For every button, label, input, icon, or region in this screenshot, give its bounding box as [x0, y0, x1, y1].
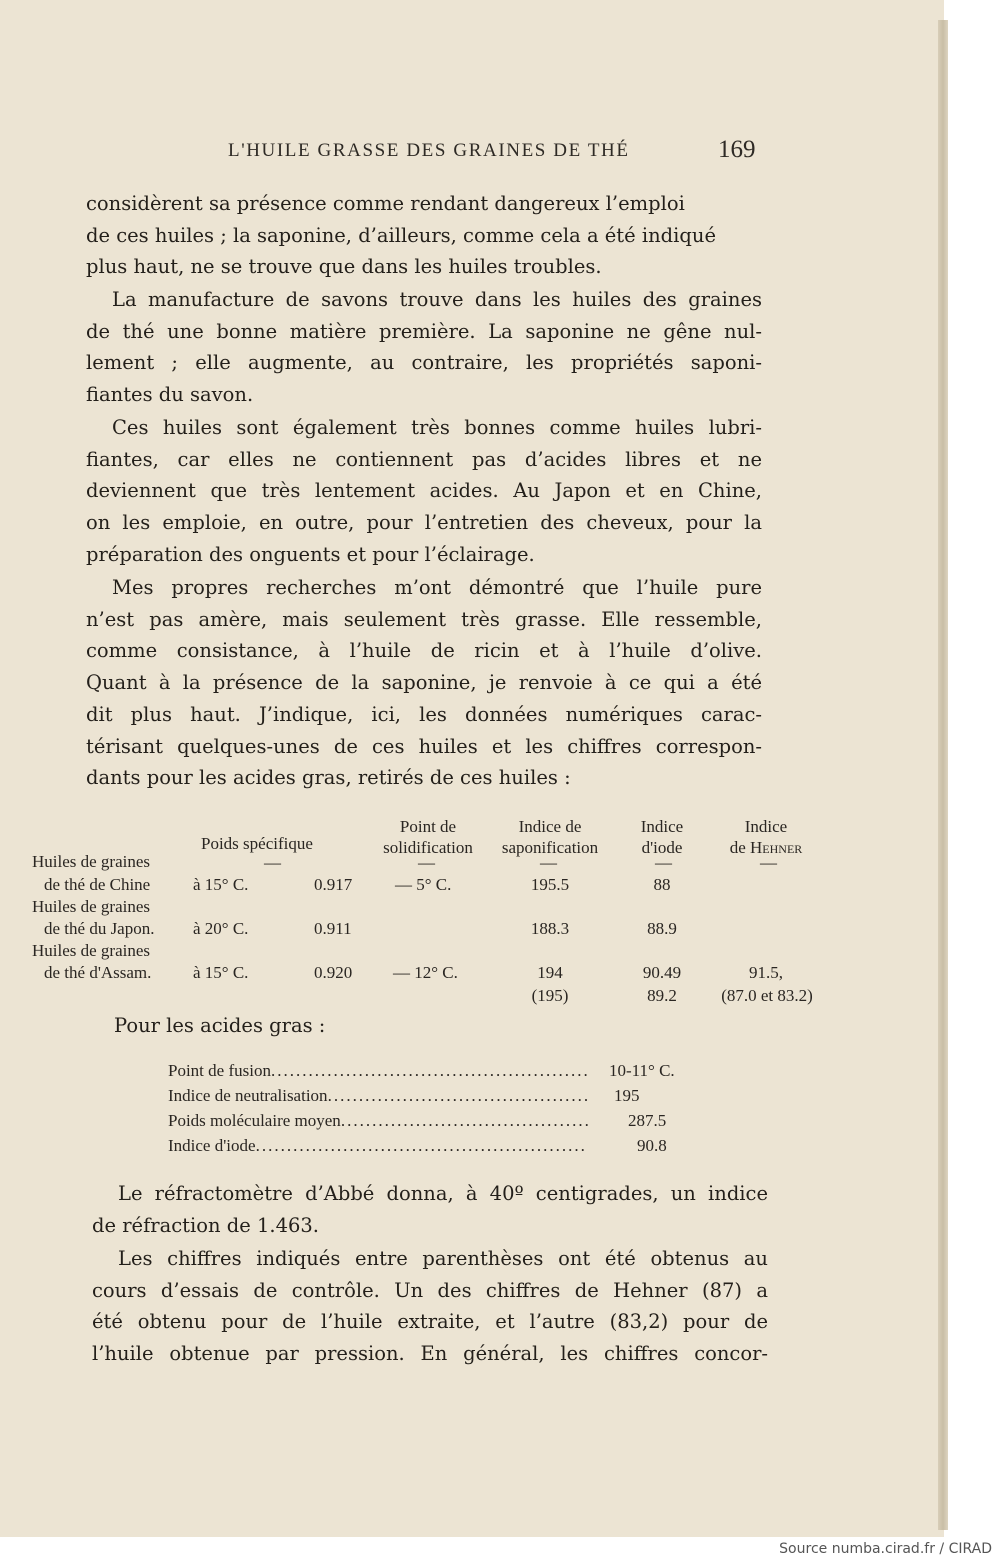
text-line: été obtenu pour de l’huile extraite, et l’autre (83,2) pour de — [92, 1310, 768, 1334]
text-line: l’huile obtenue par pression. En général, les chiffres concor- — [92, 1342, 768, 1366]
text-line: cours d’essais de contrôle. Un des chiffres de Hehner (87) a — [92, 1278, 768, 1302]
text-line: fiantes, car elles ne contiennent pas d’acides libres et ne — [86, 447, 762, 471]
header-line: Indice — [744, 817, 788, 836]
text-line: n’est pas amère, mais seulement très grasse. Elle ressemble, — [86, 607, 762, 631]
cell-solidification: — 5° C. — [395, 875, 452, 894]
header-saponification — [488, 816, 612, 858]
header-iodine — [626, 816, 698, 858]
list-item — [168, 1136, 588, 1156]
paragraph-3 — [86, 412, 762, 571]
header-line: saponification — [501, 838, 599, 857]
text-line: comme consistance, à l’huile de ricin et à l’huile d’olive. — [86, 639, 762, 663]
text-line: plus haut, ne se trouve que dans les huiles troubles. — [86, 255, 602, 279]
text-line: dants pour les acides gras, retirés de ces huiles : — [86, 766, 571, 790]
paragraph-1 — [86, 188, 762, 283]
text-line: lement ; elle augmente, au contraire, les propriétés saponi- — [86, 351, 762, 375]
text-line: La manufacture de savons trouve dans les huiles des graines — [112, 288, 762, 311]
cell-temp: à 15° C. — [193, 875, 249, 894]
page-edge — [938, 20, 948, 1530]
cell-hehner-control: (87.0 et 83.2) — [721, 986, 813, 1005]
leader-dots — [256, 1136, 588, 1156]
cell-temp: à 15° C. — [193, 963, 249, 982]
text-line: Quant à la présence de la saponine, je renvoie à ce qui a été — [86, 671, 762, 695]
row-label-line: de thé de Chine — [44, 875, 151, 894]
source-credit: Source numba.cirad.fr / CIRAD — [779, 1541, 992, 1557]
list-item — [168, 1061, 588, 1081]
text-line: Le réfractomètre d’Abbé donna, à 40º centigrades, un indice — [118, 1182, 768, 1205]
header-part: de — [729, 838, 750, 857]
leader-dots — [341, 1111, 588, 1131]
header-specific-gravity: Poids spécifique — [201, 834, 313, 853]
cell-iodine: 88.9 — [647, 919, 677, 938]
text-line: préparation des onguents et pour l’éclairage. — [86, 542, 535, 566]
item-value: 287.5 — [628, 1111, 667, 1130]
item-value: 195 — [614, 1086, 640, 1105]
cell-iodine: 88 — [653, 875, 671, 894]
text-line: dit plus haut. J’indique, ici, les données numériques carac- — [86, 702, 762, 726]
paragraph-6 — [92, 1243, 768, 1370]
paragraph-5 — [92, 1178, 768, 1241]
column-dash: — — [760, 853, 777, 872]
leader-dots — [271, 1061, 588, 1081]
row-label-line: Huiles de graines — [32, 897, 151, 916]
cell-gravity: 0.920 — [314, 963, 353, 982]
item-name: Indice de neutralisation — [168, 1086, 328, 1105]
row-label-line: Huiles de graines — [32, 941, 151, 960]
column-dash: — — [418, 853, 435, 872]
cell-saponification: 194 — [537, 963, 563, 982]
text-line: Ces huiles sont également très bonnes comme huiles lubri- — [112, 416, 762, 439]
header-line: solidification — [383, 838, 473, 857]
row-label-line: Huiles de graines — [32, 852, 151, 871]
row-label-line: de thé d'Assam. — [44, 963, 152, 982]
header-line: d'iode — [641, 838, 683, 857]
header-solidification — [372, 816, 484, 858]
cell-solidification: — 12° C. — [393, 963, 458, 982]
cell-saponification: 188.3 — [530, 919, 570, 938]
text-line: considèrent sa présence comme rendant dangereux l’emploi — [86, 192, 685, 215]
item-name: Point de fusion — [168, 1061, 271, 1080]
text-line: de thé une bonne matière première. La saponine ne gêne nul- — [86, 319, 762, 343]
header-hehner — [712, 816, 820, 858]
column-dash: — — [264, 853, 281, 872]
cell-hehner: 91.5, — [749, 963, 783, 982]
text-line: Mes propres recherches m’ont démontré que l’huile pure — [112, 576, 762, 599]
paragraph-4 — [86, 572, 762, 794]
header-line: Indice — [640, 817, 684, 836]
author-name: Hehner — [750, 838, 803, 857]
page-number: 169 — [718, 136, 756, 163]
leader-dots — [328, 1086, 588, 1106]
paragraph-2 — [86, 284, 762, 411]
text-line: on les emploie, en outre, pour l’entretien des cheveux, pour la — [86, 511, 762, 535]
header-line: Indice de — [518, 817, 582, 836]
text-line: de réfraction de 1.463. — [92, 1213, 319, 1237]
cell-saponification: 195.5 — [530, 875, 570, 894]
list-item — [168, 1111, 588, 1131]
cell-gravity: 0.911 — [314, 919, 352, 938]
list-item — [168, 1086, 588, 1106]
fatty-acids-label: Pour les acides gras : — [114, 1014, 326, 1037]
cell-iodine: 90.49 — [642, 963, 682, 982]
text-line: fiantes du savon. — [86, 383, 254, 407]
cell-gravity: 0.917 — [314, 875, 353, 894]
header-line: Point de — [399, 817, 457, 836]
item-name: Poids moléculaire moyen — [168, 1111, 341, 1130]
column-dash: — — [540, 853, 557, 872]
text-line: Les chiffres indiqués entre parenthèses ont été obtenus au — [118, 1247, 768, 1270]
column-dash: — — [655, 853, 672, 872]
cell-iodine-control: 89.2 — [647, 986, 677, 1005]
cell-temp: à 20° C. — [193, 919, 249, 938]
text-line: deviennent que très lentement acides. Au Japon et en Chine, — [86, 479, 762, 503]
text-line: térisant quelques-unes de ces huiles et les chiffres correspon- — [86, 734, 762, 758]
item-value: 90.8 — [637, 1136, 667, 1155]
row-label-line: de thé du Japon. — [44, 919, 155, 938]
text-line: de ces huiles ; la saponine, d’ailleurs, comme cela a été indiqué — [86, 223, 716, 247]
running-title: L'HUILE GRASSE DES GRAINES DE THÉ — [228, 140, 630, 161]
item-name: Indice d'iode — [168, 1136, 256, 1155]
item-value: 10-11° C. — [609, 1061, 675, 1080]
cell-saponification-control: (195) — [531, 986, 569, 1005]
